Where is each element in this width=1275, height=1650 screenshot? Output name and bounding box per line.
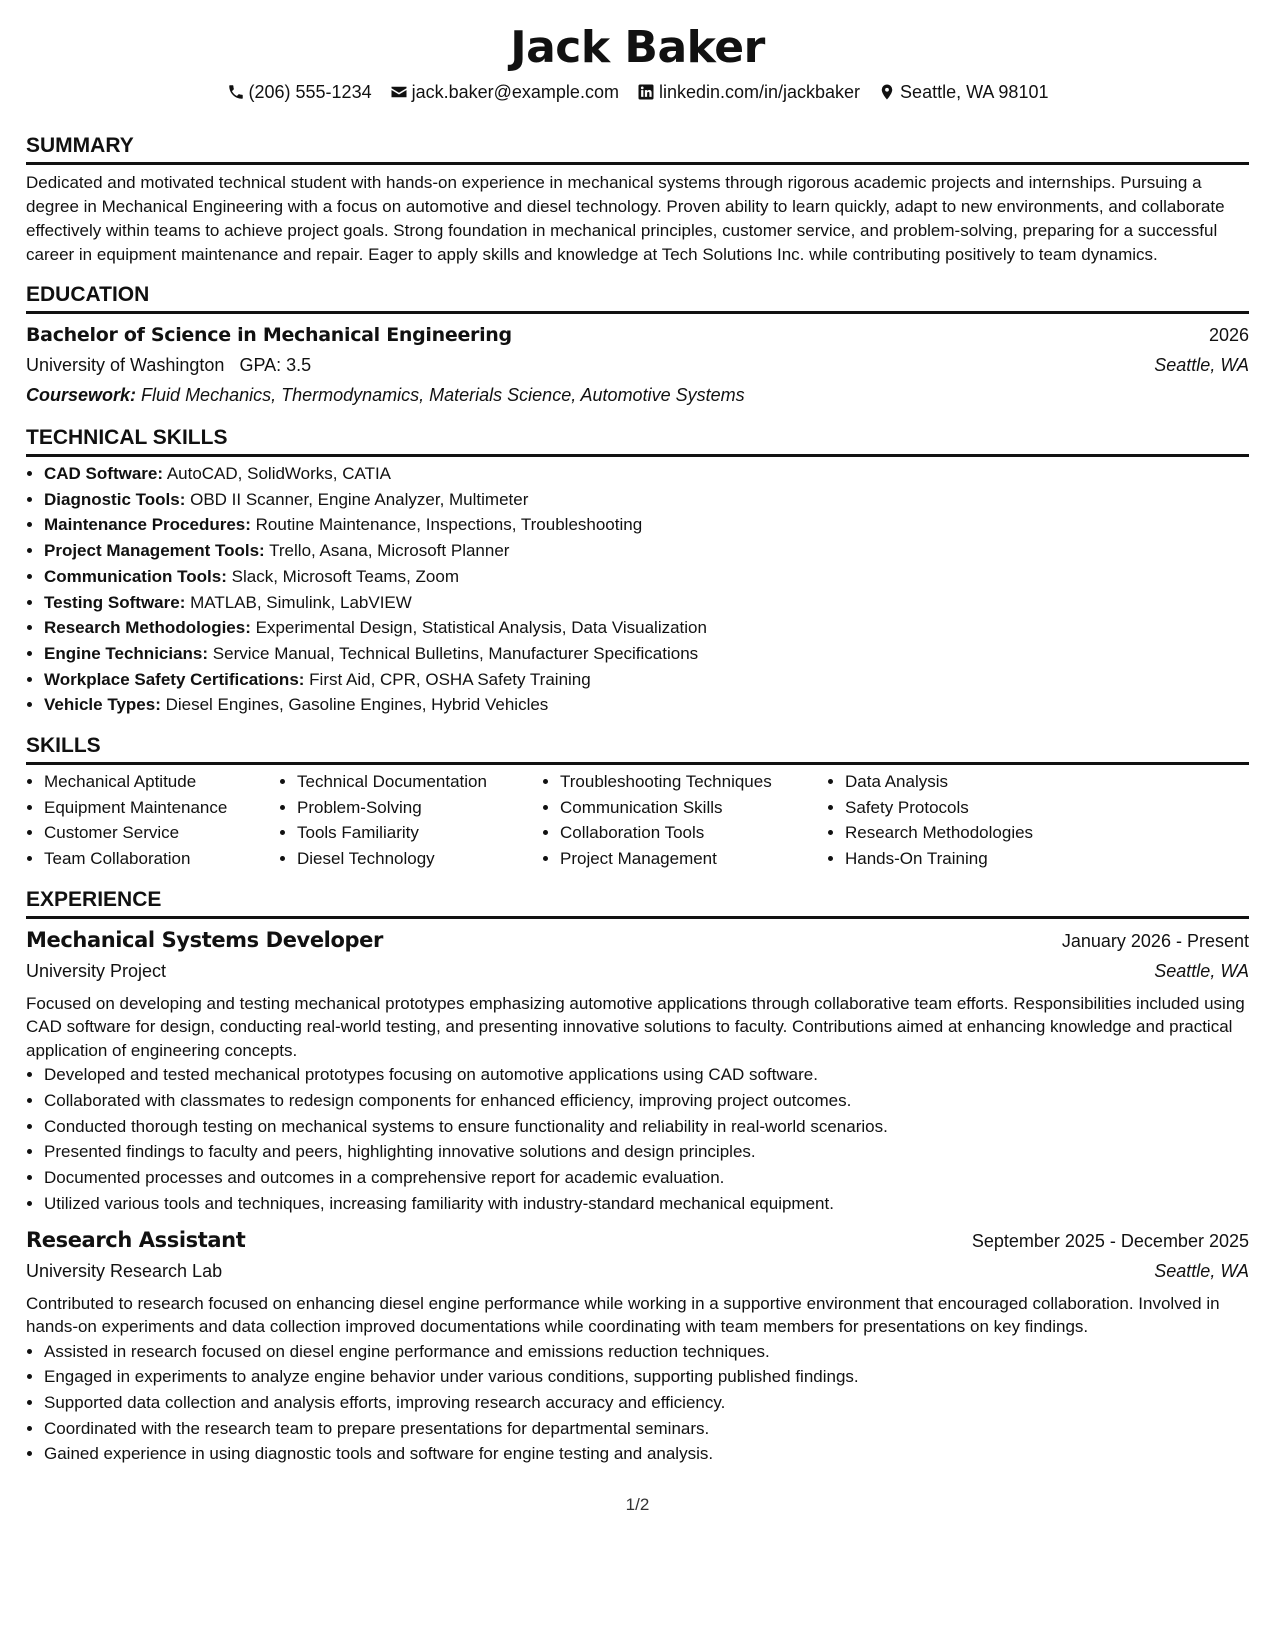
list-item [44, 512, 1249, 538]
experience-entry [26, 925, 1249, 1217]
list-item: • Mechanical Aptitude [44, 769, 279, 795]
coursework-list: Fluid Mechanics, Thermodynamics, Materials Science, Automotive Systems [141, 385, 745, 405]
skills-column-2 [279, 769, 542, 872]
skill-label: Diagnostic Tools: [44, 489, 186, 509]
list-item: • Presented findings to faculty and peers, highlighting innovative solutions and design principles. [44, 1139, 1249, 1165]
skill-value: Trello, Asana, Microsoft Planner [269, 541, 510, 561]
list-item [44, 667, 1249, 693]
envelope-icon [390, 83, 408, 101]
experience-heading: EXPERIENCE [26, 886, 1249, 919]
skill-value: Service Manual, Technical Bulletins, Manufacturer Specifications [212, 643, 699, 663]
skills-heading: SKILLS [26, 732, 1249, 765]
map-pin-icon [878, 83, 896, 101]
school-name: University of Washington [26, 355, 225, 375]
list-item [44, 538, 1249, 564]
school-line [26, 350, 311, 380]
page-number: 1/2 [625, 1495, 650, 1514]
list-item: • Conducted thorough testing on mechanical systems to ensure functionality and reliability in real-world scenarios. [44, 1114, 1249, 1140]
degree-title: Bachelor of Science in Mechanical Engineering [26, 324, 512, 346]
list-item [44, 564, 1249, 590]
list-item: • Gained experience in using diagnostic tools and software for engine testing and analysis. [44, 1441, 1249, 1467]
list-item: • Coordinated with the research team to prepare presentations for departmental seminars. [44, 1416, 1249, 1442]
list-item [44, 692, 1249, 718]
contact-bar [26, 80, 1249, 104]
job-dates: January 2026 - Present [1061, 930, 1249, 951]
list-item: • Technical Documentation [297, 769, 542, 795]
summary-text: Dedicated and motivated technical student with hands-on experience in mechanical systems through rigorous academic projects and internships. Pursuing a degree in Mechanical Engineering with a focus on automotive and diesel technology. Proven ability to learn quickly, adapt to new environments, and collaborate effectively within teams to achieve project goals. Strong foundation in mechanical principles, customer service, and problem-solving, preparing for a successful career in equipment maintenance and repair. Eager to apply skills and knowledge at Tech Solutions Inc. while contributing positively to team dynamics. [26, 173, 1225, 264]
list-item [44, 461, 1249, 487]
list-item: • Research Methodologies [845, 820, 1105, 846]
linkedin-icon [637, 83, 655, 101]
contact-linkedin[interactable] [637, 80, 860, 104]
school-location: Seattle, WA [1154, 355, 1249, 375]
phone-icon [227, 83, 245, 101]
list-item: • Diesel Technology [297, 846, 542, 872]
list-item: • Data Analysis [845, 769, 1105, 795]
coursework-label: Coursework: [26, 385, 137, 405]
skills-column-1 [26, 769, 279, 872]
job-description: Focused on developing and testing mechanical prototypes emphasizing automotive applications through collaborative team efforts. Responsibilities included using CAD software for design, conducting real-world testing, and presenting innovative solutions to faculty. Contributions aimed at enhancing knowledge and practical application of engineering concepts. [26, 993, 1245, 1060]
skill-value: OBD II Scanner, Engine Analyzer, Multimeter [190, 489, 529, 509]
email-address: jack.baker@example.com [411, 82, 619, 102]
gpa: GPA: 3.5 [239, 355, 312, 375]
list-item: • Troubleshooting Techniques [560, 769, 827, 795]
skill-label: Research Methodologies: [44, 618, 251, 638]
contact-email[interactable] [390, 80, 619, 104]
experience-entry [26, 1225, 1249, 1468]
skills-column-3 [542, 769, 827, 872]
job-location: Seattle, WA [1154, 960, 1249, 981]
list-item: • Assisted in research focused on diesel engine performance and emissions reduction techniques. [44, 1339, 1249, 1365]
education-heading: EDUCATION [26, 281, 1249, 314]
skill-value: MATLAB, Simulink, LabVIEW [190, 592, 412, 612]
skill-label: Workplace Safety Certifications: [44, 669, 305, 689]
list-item: • Documented processes and outcomes in a comprehensive report for academic evaluation. [44, 1165, 1249, 1191]
technical-skills-heading: TECHNICAL SKILLS [26, 424, 1249, 457]
skills-column-4 [827, 769, 1105, 872]
skill-label: Communication Tools: [44, 566, 227, 586]
job-bullets [26, 1062, 1249, 1216]
list-item [44, 487, 1249, 513]
skill-label: Engine Technicians: [44, 643, 209, 663]
job-description: Contributed to research focused on enhancing diesel engine performance while working in a supportive environment that encouraged collaboration. Involved in hands-on experiments and data collection improved documentations while coordinating with team members for presentations on key findings. [26, 1293, 1220, 1337]
list-item: • Equipment Maintenance [44, 795, 279, 821]
job-organization: University Research Lab [26, 1260, 223, 1281]
technical-skills-list [26, 461, 1249, 718]
skills-grid [26, 769, 1249, 872]
skill-label: Vehicle Types: [44, 695, 161, 715]
list-item: • Hands-On Training [845, 846, 1105, 872]
phone-number: (206) 555-1234 [248, 82, 372, 102]
summary-heading: SUMMARY [26, 132, 1249, 165]
skill-value: Routine Maintenance, Inspections, Troubleshooting [255, 515, 643, 535]
skill-label: Project Management Tools: [44, 541, 265, 561]
list-item [44, 615, 1249, 641]
coursework-line [26, 380, 1249, 410]
list-item: • Problem-Solving [297, 795, 542, 821]
list-item: • Safety Protocols [845, 795, 1105, 821]
job-title: Mechanical Systems Developer [26, 927, 383, 952]
skill-value: First Aid, CPR, OSHA Safety Training [309, 669, 591, 689]
job-location: Seattle, WA [1154, 1260, 1249, 1281]
skill-label: Maintenance Procedures: [44, 515, 251, 535]
contact-location [878, 80, 1048, 104]
list-item: • Customer Service [44, 820, 279, 846]
linkedin-url: linkedin.com/in/jackbaker [658, 82, 861, 102]
candidate-name: Jack Baker [510, 22, 765, 73]
list-item: • Utilized various tools and techniques, increasing familiarity with industry-standard mechanical equipment. [44, 1191, 1249, 1217]
location-text: Seattle, WA 98101 [900, 82, 1049, 102]
contact-phone[interactable] [227, 80, 372, 104]
education-entry [26, 320, 1249, 410]
resume-page [26, 22, 1249, 1514]
list-item: • Project Management [560, 846, 827, 872]
job-bullets [26, 1339, 1249, 1468]
list-item [44, 590, 1249, 616]
list-item: • Developed and tested mechanical prototypes focusing on automotive applications using CAD software. [44, 1062, 1249, 1088]
job-title: Research Assistant [26, 1227, 246, 1252]
skill-value: Diesel Engines, Gasoline Engines, Hybrid Vehicles [165, 695, 549, 715]
skill-value: AutoCAD, SolidWorks, CATIA [166, 464, 392, 483]
list-item: • Communication Skills [560, 795, 827, 821]
list-item: • Team Collaboration [44, 846, 279, 872]
job-dates: September 2025 - December 2025 [971, 1230, 1249, 1251]
list-item: • Engaged in experiments to analyze engine behavior under various conditions, supporting published findings. [44, 1364, 1249, 1390]
skill-label: CAD Software: [44, 464, 164, 483]
list-item: • Collaborated with classmates to redesign components for enhanced efficiency, improving project outcomes. [44, 1088, 1249, 1114]
graduation-year: 2026 [1208, 325, 1249, 345]
list-item: • Tools Familiarity [297, 820, 542, 846]
skill-label: Testing Software: [44, 592, 186, 612]
skill-value: Experimental Design, Statistical Analysis, Data Visualization [255, 618, 707, 638]
job-organization: University Project [26, 960, 167, 981]
list-item: • Supported data collection and analysis efforts, improving research accuracy and efficiency. [44, 1390, 1249, 1416]
skill-value: Slack, Microsoft Teams, Zoom [231, 566, 459, 586]
list-item [44, 641, 1249, 667]
list-item: • Collaboration Tools [560, 820, 827, 846]
